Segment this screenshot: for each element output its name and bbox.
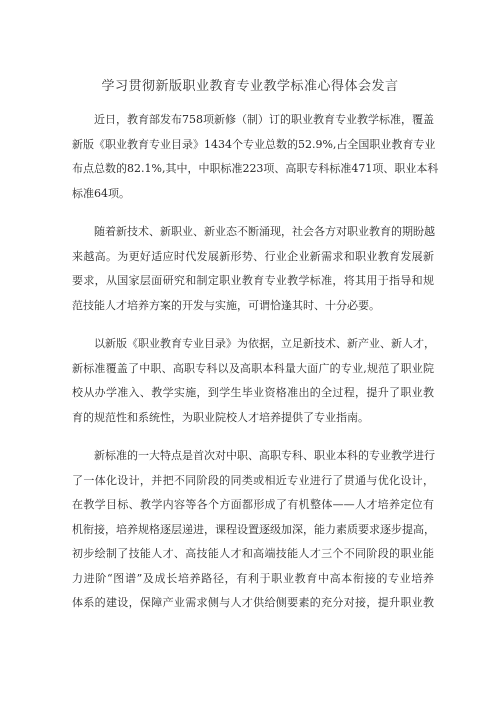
paragraph-4-line-3: 在教学目标、教学内容等各个方面都形成了有机整体——人才培养定位有 <box>72 498 434 511</box>
paragraph-2-line-4: 范技能人才培养方案的开发与实施，可谓恰逢其时、十分必要。 <box>72 298 380 312</box>
paragraph-4-line-7: 体系的建设，保障产业需求侧与人才供给侧要素的充分对接，提升职业教 <box>72 596 434 609</box>
paragraph-3 <box>72 332 434 430</box>
paragraph-2 <box>72 220 434 318</box>
paragraph-2-line-1: 随着新技术、新职业、新业态不断涌现，社会各方对职业教育的期盼越 <box>94 225 435 238</box>
paragraph-2-line-3: 要求，从国家层面研究和制定职业教育专业教学标准，将其用于指导和规 <box>72 274 434 287</box>
document-title: 学习贯彻新版职业教育专业教学标准心得体会发言 <box>101 79 399 94</box>
paragraph-3-line-3: 校从办学准入、教学实施，到学生毕业资格准出的全过程，提升了职业教 <box>72 386 434 399</box>
paragraph-1-line-4: 标准64项。 <box>72 186 130 200</box>
paragraph-4-line-4: 机衔接，培养规格逐层递进，课程设置逐级加深，能力素质要求逐步提高， <box>72 522 435 536</box>
paragraph-1 <box>72 108 439 206</box>
paragraph-1-line-3: 布点总数的82.1%,其中，中职标准223项、高职专科标准471项、职业本科 <box>72 162 439 175</box>
paragraph-1-line-2: 新版《职业教育专业目录》1434个专业总数的52.9%,占全国职业教育专业 <box>72 137 436 151</box>
paragraph-4-line-2: 了一体化设计，并把不同阶段的同类或相近专业进行了贯通与优化设计， <box>72 473 434 487</box>
paragraph-3-line-2: 新标准覆盖了中职、高职专科以及高职本科量大面广的专业,规范了职业院 <box>72 361 434 375</box>
document-body <box>72 108 439 630</box>
paragraph-3-line-4: 育的规范性和系统性，为职业院校人才培养提供了专业指南。 <box>72 410 369 424</box>
paragraph-4-line-6: 力进阶“图谱”及成长培养路径，有利于职业教育中高本衔接的专业培养 <box>72 571 434 585</box>
paragraph-3-line-1: 以新版《职业教育专业目录》为依据，立足新技术、新产业、新人才， <box>94 337 435 350</box>
paragraph-4-line-5: 初步绘制了技能人才、高技能人才和高端技能人才三个不同阶段的职业能 <box>72 547 434 560</box>
paragraph-4 <box>72 444 434 616</box>
paragraph-4-line-1: 新标准的一大特点是首次对中职、高职专科、职业本科的专业教学进行 <box>94 449 435 462</box>
paragraph-1-line-1: 近日，教育部发布758项新修（制）订的职业教育专业教学标准，覆盖 <box>94 113 434 126</box>
paragraph-2-line-2: 来越高。为更好适应时代发展新形势、行业企业新需求和职业教育发展新 <box>72 249 434 263</box>
